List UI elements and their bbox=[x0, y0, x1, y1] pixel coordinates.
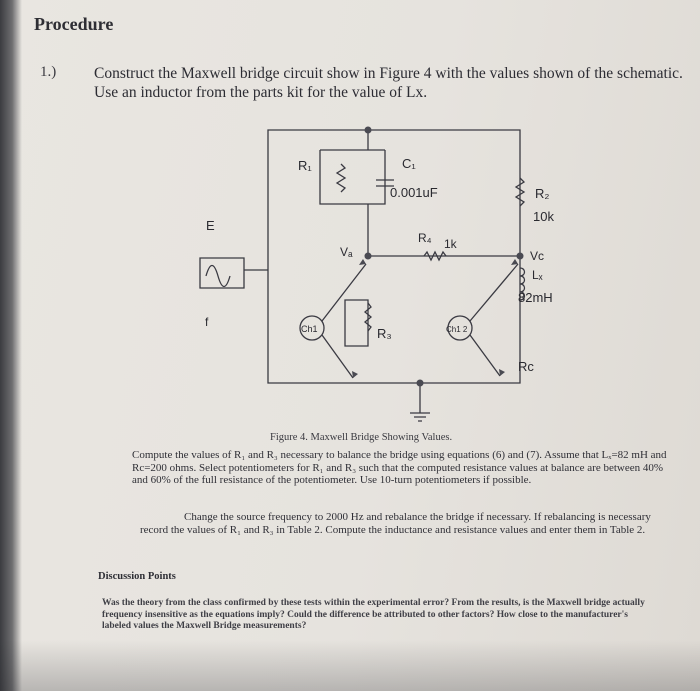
discussion-heading: Discussion Points bbox=[98, 571, 176, 582]
label-f: f bbox=[205, 315, 209, 329]
label-r4-value: 1k bbox=[444, 237, 457, 251]
step-instruction: Construct the Maxwell bridge circuit show in Figure 4 with the values shown of the schematic. Use an inductor from the parts kit for the value of Lx. bbox=[94, 65, 683, 101]
maxwell-bridge-schematic bbox=[180, 118, 580, 428]
label-e: E bbox=[206, 218, 215, 233]
label-c1-value: 0.001uF bbox=[390, 185, 438, 200]
label-c1: C₁ bbox=[402, 156, 416, 171]
label-ch2: Ch1 2 bbox=[446, 325, 468, 334]
label-r3: R₃ bbox=[377, 326, 392, 341]
step-number: 1.) bbox=[40, 64, 57, 80]
label-r1: R₁ bbox=[298, 158, 312, 173]
label-r2: R₂ bbox=[535, 186, 550, 201]
label-r2-value: 10k bbox=[533, 209, 554, 224]
discussion-text: Was the theory from the class confirmed by these tests within the experimental error? From the results, is the Maxwell bridge actually frequency insensitive as the equations imply? Could the difference be attributed to other factors? How close to the manufacturer's labeled values the Maxwell Bridge measurements? bbox=[102, 598, 645, 631]
page-edge-shadow bbox=[0, 0, 22, 691]
section-heading: Procedure bbox=[34, 14, 114, 34]
photo-shadow bbox=[0, 640, 700, 691]
label-r4: R₄ bbox=[418, 231, 432, 245]
label-va: Vₐ bbox=[340, 245, 353, 259]
label-lx-value: 82mH bbox=[518, 290, 553, 305]
label-ch1: Ch1 bbox=[301, 324, 318, 334]
label-lx: Lₓ bbox=[532, 268, 543, 282]
paragraph-frequency: Change the source frequency to 2000 Hz and rebalance the bridge if necessary. If rebalancing is necessary record the values of R₁ and R₃ in Table 2. Compute the inductance and resistance values and enter them in Table 2. bbox=[140, 511, 651, 536]
label-rc: Rc bbox=[518, 359, 534, 374]
paragraph-compute: Compute the values of R₁ and R₃ necessary to balance the bridge using equations (6) and (7). Assume that Lₓ=82 mH and Rc=200 ohms. Select potentiometers for R₁ and R₃ such that the computed resistance values at balance are between 40% and 60% of the full resistance of the potentiometer. Use 10-turn potentiometers if possible. bbox=[132, 449, 667, 486]
figure-caption: Figure 4. Maxwell Bridge Showing Values. bbox=[270, 432, 453, 443]
label-vc: Vᴄ bbox=[530, 249, 545, 263]
